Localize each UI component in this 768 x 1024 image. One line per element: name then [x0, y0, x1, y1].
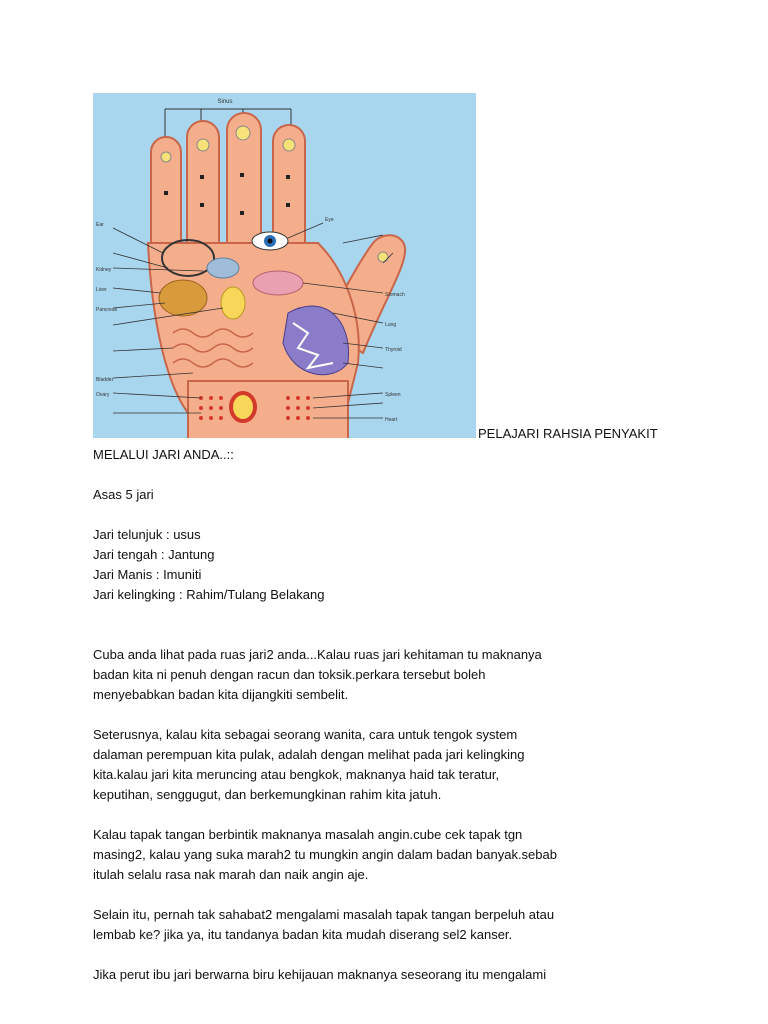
finger-mapping: Jari telunjuk : usus	[93, 527, 201, 542]
callout-label: Pancreas	[96, 307, 118, 313]
pancreas-organ	[221, 287, 245, 319]
heart-point	[231, 393, 255, 421]
article-title-start: PELAJARI RAHSIA PENYAKIT	[478, 426, 658, 441]
paragraph-line: Jika perut ibu jari berwarna biru kehijauan maknanya seseorang itu mengalami	[93, 967, 547, 982]
paragraph-line: Kalau tapak tangan berbintik maknanya masalah angin.cube cek tapak tgn	[93, 827, 523, 842]
paragraph-line: dalaman perempuan kita pulak, adalah dengan melihat pada jari kelingking	[93, 747, 525, 762]
callout-label: Bladder	[96, 377, 114, 383]
callout-label: Stomach	[385, 292, 405, 298]
callout-label: Kidney	[96, 267, 112, 273]
section-heading: Asas 5 jari	[93, 487, 154, 502]
callout-label: Lung	[385, 322, 397, 328]
callout-label: Liver	[96, 287, 107, 293]
sinus-point	[378, 252, 388, 262]
paragraph-line: masing2, kalau yang suka marah2 tu mungkin angin dalam badan banyak.sebab	[93, 847, 557, 862]
hand-reflexology-chart	[93, 93, 476, 438]
callout-label: Spleen	[385, 392, 401, 398]
sinus-label: Sinus	[217, 99, 233, 105]
callout-label: Eye	[325, 217, 334, 223]
article-body	[93, 445, 563, 985]
sinus-point	[283, 139, 295, 151]
paragraph-line: kita.kalau jari kita meruncing atau bengkok, maknanya haid tak teratur,	[93, 767, 500, 782]
finger-mapping: Jari Manis : Imuniti	[93, 567, 202, 582]
finger-mapping: Jari tengah : Jantung	[93, 547, 215, 562]
finger-mapping: Jari kelingking : Rahim/Tulang Belakang	[93, 587, 325, 602]
paragraph-line: Selain itu, pernah tak sahabat2 mengalami masalah tapak tangan berpeluh atau	[93, 907, 555, 922]
callout-label: Ear	[96, 222, 104, 228]
kidney-organ	[207, 258, 239, 278]
paragraph-line: Seterusnya, kalau kita sebagai seorang wanita, cara untuk tengok system	[93, 727, 518, 742]
article-title-end: MELALUI JARI ANDA..::	[93, 447, 234, 462]
paragraph-line: menyebabkan badan kita dijangkiti sembelit.	[93, 687, 349, 702]
callout-label: Thyroid	[385, 347, 402, 353]
sinus-point	[161, 152, 171, 162]
callout-label: Ovary	[96, 392, 110, 398]
paragraph-line: itulah selalu rasa nak marah dan naik angin aje.	[93, 867, 369, 882]
sinus-point	[236, 126, 250, 140]
liver-organ	[159, 280, 207, 316]
paragraph-line: Cuba anda lihat pada ruas jari2 anda...Kalau ruas jari kehitaman tu maknanya	[93, 647, 542, 662]
paragraph-line: badan kita ni penuh dengan racun dan toksik.perkara tersebut boleh	[93, 667, 486, 682]
callout-label: Heart	[385, 417, 398, 423]
hand-illustration	[93, 93, 476, 438]
sinus-point	[197, 139, 209, 151]
paragraph-line: lembab ke? jika ya, itu tandanya badan kita mudah diserang sel2 kanser.	[93, 927, 513, 942]
paragraph-line: keputihan, senggugut, dan berkemungkinan rahim kita jatuh.	[93, 787, 442, 802]
stomach-organ	[253, 271, 303, 295]
